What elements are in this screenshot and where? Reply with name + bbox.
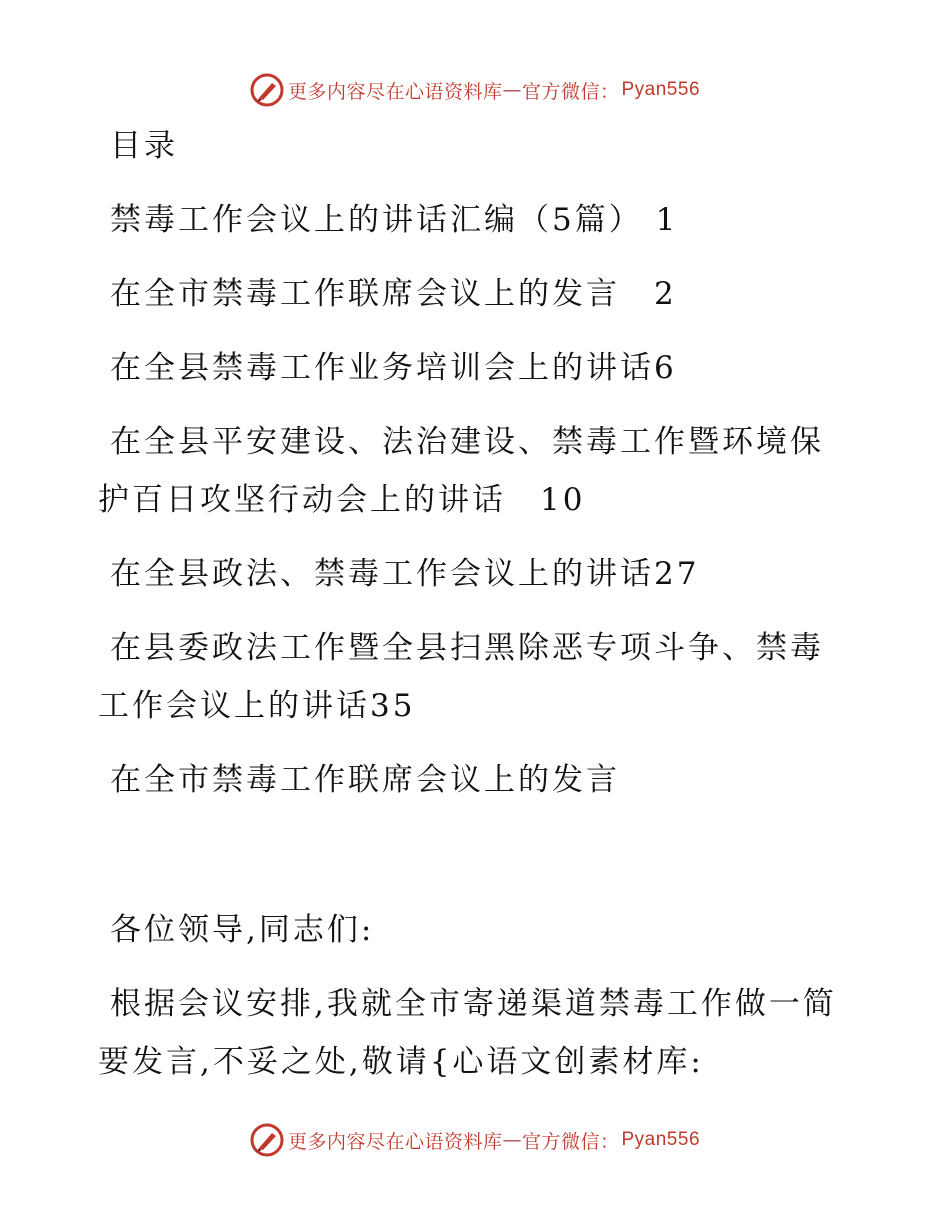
toc-entry: 在全县平安建设、法治建设、禁毒工作暨环境保 <box>110 424 824 460</box>
watermark-banner-top <box>0 70 950 110</box>
watermark-wechat-label: 官方微信： <box>521 80 620 103</box>
paragraph-line: 根据会议安排,我就全市寄递渠道禁毒工作做一简 <box>110 986 837 1022</box>
section-title: 在全市禁毒工作联席会议上的发言 <box>110 762 620 798</box>
toc-entry-continuation: 工作会议上的讲话35 <box>98 688 416 724</box>
toc-entry: 在全县政法、禁毒工作会议上的讲话27 <box>110 556 700 592</box>
watermark-wechat-id: Pyan556 <box>621 79 701 100</box>
greeting: 各位领导,同志们: <box>110 912 375 948</box>
watermark-banner-bottom <box>0 1120 950 1160</box>
toc-entry: 在全市禁毒工作联席会议上的发言 2 <box>110 276 677 312</box>
watermark-dash: — <box>502 1129 522 1151</box>
pen-logo-icon <box>250 73 284 107</box>
paragraph-line: 要发言,不妥之处,敬请{心语文创素材库: <box>98 1044 704 1080</box>
watermark-wechat-id: Pyan556 <box>621 1129 701 1150</box>
watermark-promo-text: 更多内容尽在心语资料库 <box>287 1130 503 1153</box>
toc-entry: 禁毒工作会议上的讲话汇编（5篇） 1 <box>110 202 679 238</box>
toc-entry: 在全县禁毒工作业务培训会上的讲话6 <box>110 350 677 386</box>
toc-entry-continuation: 护百日攻坚行动会上的讲话 10 <box>98 482 586 518</box>
watermark-promo-text: 更多内容尽在心语资料库 <box>287 80 503 103</box>
watermark-wechat-label: 官方微信： <box>521 1130 620 1153</box>
toc-entry: 在县委政法工作暨全县扫黑除恶专项斗争、禁毒 <box>110 630 824 666</box>
watermark-dash: — <box>502 79 522 101</box>
pen-logo-icon <box>250 1123 284 1157</box>
toc-title: 目录 <box>110 128 178 164</box>
